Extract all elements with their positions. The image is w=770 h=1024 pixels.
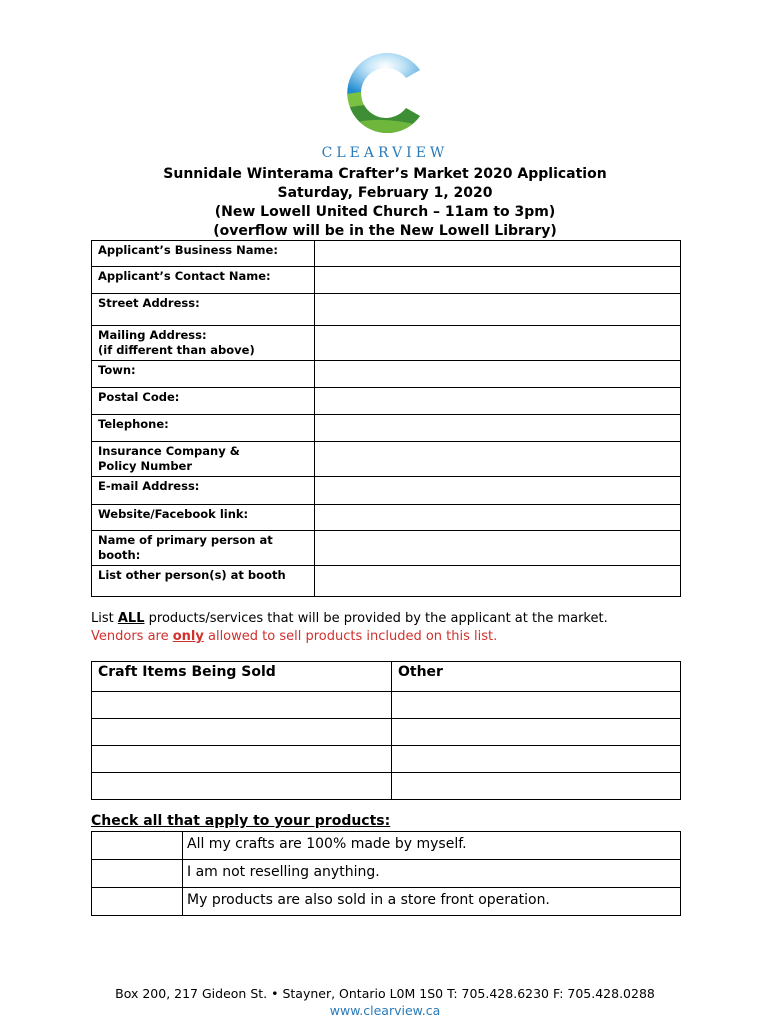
warning-post: allowed to sell products included on this list. — [203, 629, 498, 644]
other-persons-label: List other person(s) at booth — [92, 566, 315, 597]
town-field[interactable] — [314, 361, 680, 388]
primary-person-field[interactable] — [314, 531, 680, 566]
insurance-text: Insurance Company & — [98, 444, 240, 458]
brand-name: CLEARVIEW — [321, 145, 449, 161]
checklist-heading: Check all that apply to your products: — [91, 813, 391, 829]
primary-person-text-2: booth: — [98, 548, 141, 562]
craft-item-cell[interactable] — [92, 773, 392, 800]
title-line-2: Saturday, February 1, 2020 — [277, 185, 493, 201]
title-line-3: (New Lowell United Church – 11am to 3pm) — [214, 204, 556, 220]
mailing-address-field[interactable] — [314, 326, 680, 361]
checklist-item-store-front: My products are also sold in a store front operation. — [183, 888, 681, 916]
policy-text: Policy Number — [98, 459, 193, 473]
primary-person-label — [92, 531, 315, 566]
insurance-field[interactable] — [314, 442, 680, 477]
craft-item-cell[interactable] — [92, 692, 392, 719]
contact-name-label: Applicant’s Contact Name: — [92, 267, 315, 294]
business-name-label: Applicant’s Business Name: — [92, 241, 315, 267]
footer-website-link[interactable]: www.clearview.ca — [329, 1003, 441, 1018]
products-emph: ALL — [117, 611, 145, 626]
mailing-address-note: (if different than above) — [98, 343, 255, 357]
postal-code-label: Postal Code: — [92, 388, 315, 415]
telephone-field[interactable] — [314, 415, 680, 442]
craft-items-header: Craft Items Being Sold — [92, 662, 392, 692]
title-line-1: Sunnidale Winterama Crafter’s Market 2020 Application — [163, 166, 607, 182]
website-label: Website/Facebook link: — [92, 505, 315, 531]
street-address-field[interactable] — [314, 294, 680, 326]
other-cell[interactable] — [392, 719, 681, 746]
checkbox-cell-not-reselling[interactable] — [92, 860, 183, 888]
craft-item-cell[interactable] — [92, 746, 392, 773]
application-form-table — [91, 240, 681, 597]
page-title — [0, 165, 770, 241]
warning-pre: Vendors are — [91, 629, 173, 644]
products-post: products/services that will be provided by the applicant at the market. — [144, 611, 608, 626]
products-pre: List — [91, 611, 118, 626]
mailing-address-label — [92, 326, 315, 361]
mailing-address-text: Mailing Address: — [98, 328, 207, 342]
craft-items-table — [91, 661, 681, 800]
other-cell[interactable] — [392, 773, 681, 800]
other-cell[interactable] — [392, 746, 681, 773]
checklist-item-not-reselling: I am not reselling anything. — [183, 860, 681, 888]
products-instruction — [91, 610, 608, 628]
business-name-field[interactable] — [314, 241, 680, 267]
email-field[interactable] — [314, 477, 680, 505]
postal-code-field[interactable] — [314, 388, 680, 415]
other-persons-field[interactable] — [314, 566, 680, 597]
other-header: Other — [392, 662, 681, 692]
website-field[interactable] — [314, 505, 680, 531]
checklist-item-handmade: All my crafts are 100% made by myself. — [183, 832, 681, 860]
footer-address: Box 200, 217 Gideon St. • Stayner, Ontario L0M 1S0 T: 705.428.6230 F: 705.428.0288 — [115, 986, 655, 1001]
primary-person-text: Name of primary person at — [98, 533, 273, 547]
warning-emph: only — [172, 629, 204, 644]
checklist-table — [91, 831, 681, 916]
email-label: E-mail Address: — [92, 477, 315, 505]
checkbox-cell-store-front[interactable] — [92, 888, 183, 916]
vendor-warning — [91, 628, 608, 646]
insurance-label — [92, 442, 315, 477]
title-line-4: (overflow will be in the New Lowell Library) — [213, 223, 557, 239]
products-note — [91, 610, 608, 646]
footer — [0, 985, 770, 1019]
town-label: Town: — [92, 361, 315, 388]
checkbox-cell-handmade[interactable] — [92, 832, 183, 860]
craft-item-cell[interactable] — [92, 719, 392, 746]
telephone-label: Telephone: — [92, 415, 315, 442]
street-address-label: Street Address: — [92, 294, 315, 326]
clearview-logo — [340, 48, 430, 138]
contact-name-field[interactable] — [314, 267, 680, 294]
other-cell[interactable] — [392, 692, 681, 719]
